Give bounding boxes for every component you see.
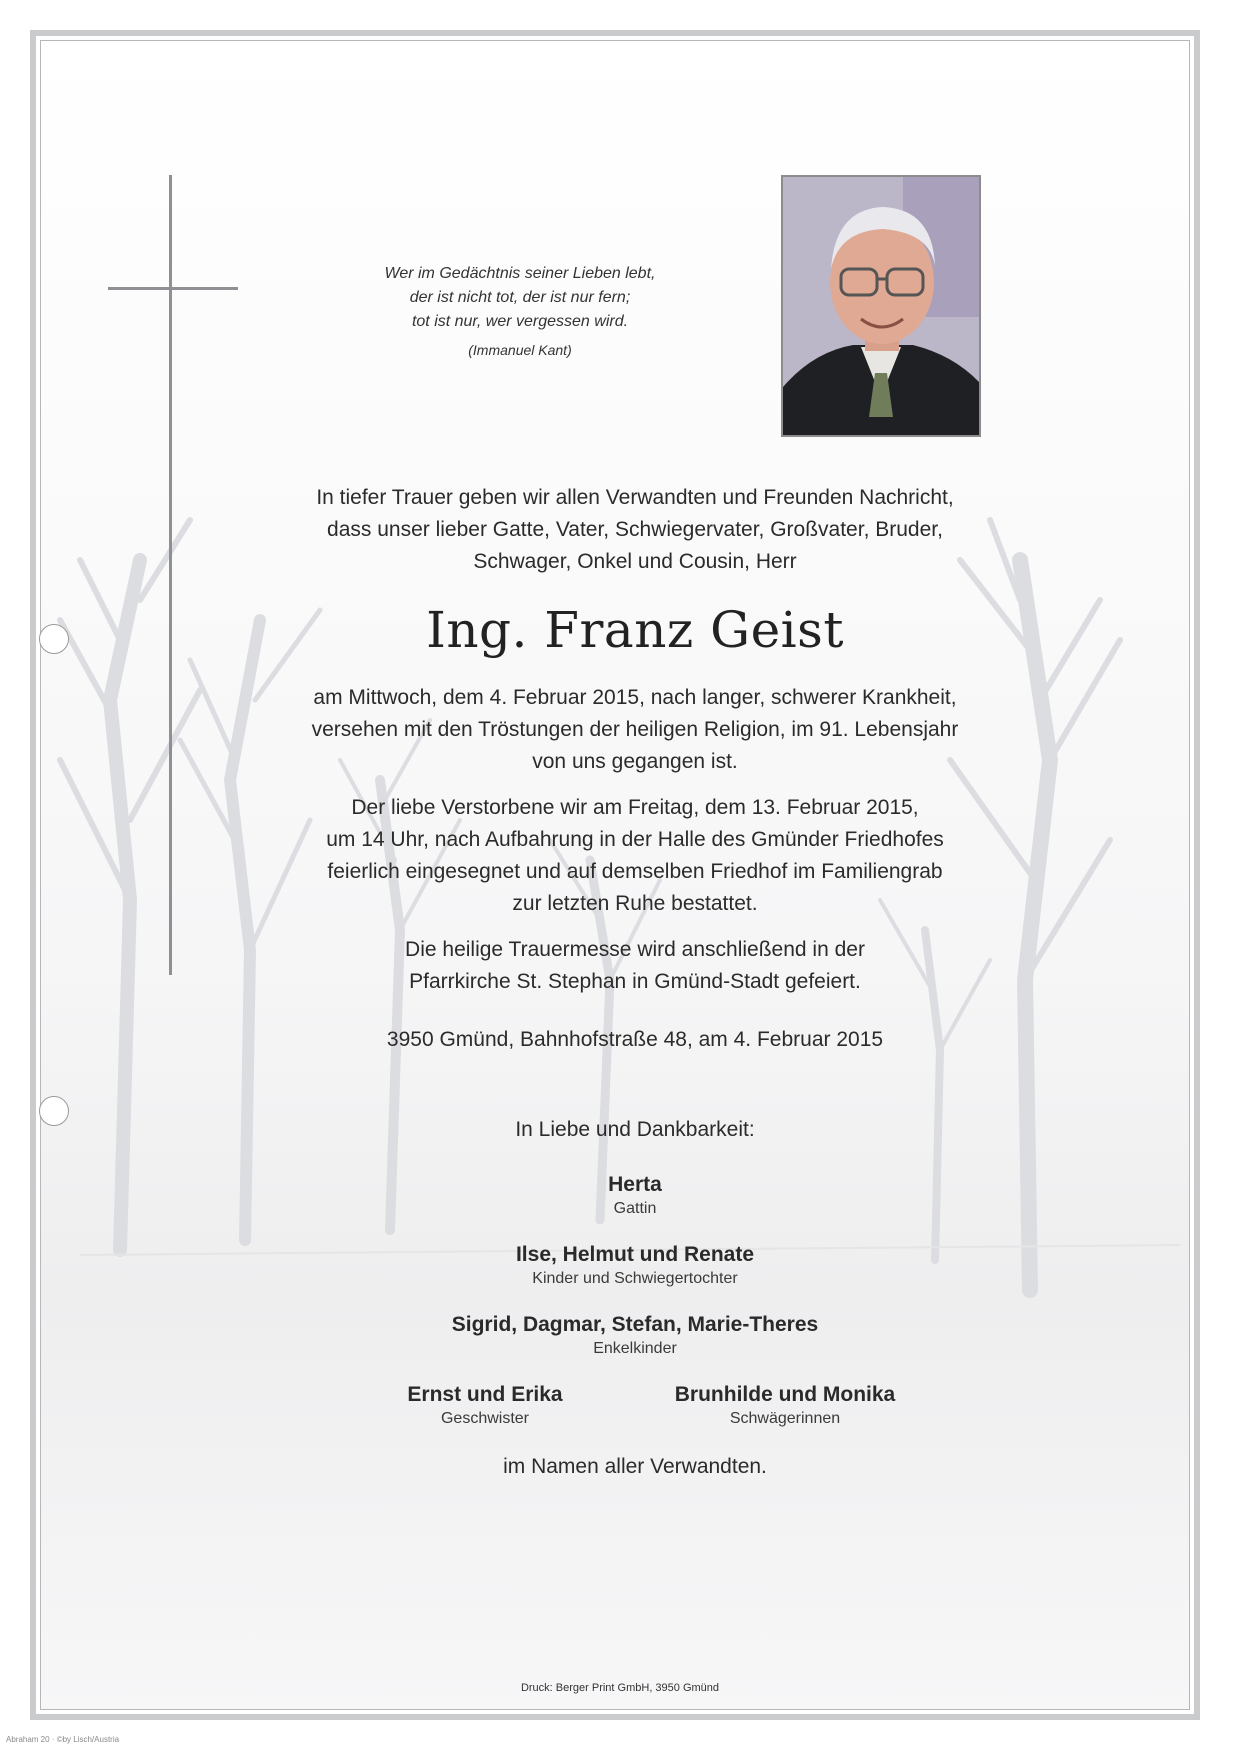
cross-vertical-bar	[169, 175, 172, 975]
mourner-name: Ilse, Helmut und Renate	[515, 1243, 755, 1266]
mourner-name: Brunhilde und Monika	[674, 1383, 896, 1406]
intro-paragraph	[200, 482, 1070, 578]
mourner-name: Herta	[608, 1173, 662, 1196]
funeral-line: um 14 Uhr, nach Aufbahrung in der Halle des Gmünder Friedhofes	[326, 828, 944, 851]
punch-hole-bottom	[39, 1096, 69, 1126]
mourner-sisters-in-law	[655, 1382, 915, 1430]
quote-line: tot ist nur, wer vergessen wird.	[411, 313, 629, 330]
intro-line: In tiefer Trauer geben wir allen Verwandten und Freunden Nachricht,	[316, 486, 954, 509]
funeral-line: feierlich eingesegnet und auf demselben Friedhof im Familiengrab	[327, 860, 943, 883]
mass-line: Pfarrkirche St. Stephan in Gmünd-Stadt gefeiert.	[409, 970, 861, 993]
closing-line: im Namen aller Verwandten.	[503, 1455, 767, 1478]
mourner-role: Gattin	[613, 1200, 657, 1217]
printer-credit: Druck: Berger Print GmbH, 3950 Gmünd	[520, 1682, 720, 1694]
dedication: In Liebe und Dankbarkeit:	[515, 1118, 755, 1141]
intro-line: Schwager, Onkel und Cousin, Herr	[473, 550, 797, 573]
mourner-pair	[355, 1382, 915, 1430]
cross-horizontal-bar	[108, 287, 238, 290]
mourner-name: Sigrid, Dagmar, Stefan, Marie-Theres	[451, 1313, 819, 1336]
punch-hole-top	[39, 624, 69, 654]
portrait-photo	[781, 175, 981, 437]
mourner-role: Kinder und Schwiegertochter	[532, 1270, 738, 1287]
place-date: 3950 Gmünd, Bahnhofstraße 48, am 4. Februar 2015	[386, 1028, 884, 1051]
death-paragraph	[200, 682, 1070, 778]
mourner-role: Geschwister	[440, 1410, 530, 1427]
mourner-children	[200, 1242, 1070, 1290]
mourner-role: Enkelkinder	[593, 1340, 677, 1357]
quote-line: Wer im Gedächtnis seiner Lieben lebt,	[384, 265, 656, 282]
funeral-line: Der liebe Verstorbene wir am Freitag, dem 13. Februar 2015,	[351, 796, 919, 819]
mass-paragraph	[200, 934, 1070, 998]
deceased-name: Ing. Franz Geist	[426, 601, 844, 659]
quote-line: der ist nicht tot, der ist nur fern;	[409, 289, 631, 306]
mourner-siblings	[355, 1382, 615, 1430]
mourner-role: Schwägerinnen	[729, 1410, 841, 1427]
mourner-name: Ernst und Erika	[407, 1383, 563, 1406]
quote-author: (Immanuel Kant)	[468, 342, 572, 358]
funeral-paragraph	[200, 792, 1070, 920]
notice-body	[200, 482, 1070, 1482]
memorial-quote	[320, 262, 720, 362]
mourner-grandchildren	[200, 1312, 1070, 1360]
funeral-line: zur letzten Ruhe bestattet.	[512, 892, 758, 915]
death-line: am Mittwoch, dem 4. Februar 2015, nach langer, schwerer Krankheit,	[313, 686, 957, 709]
mourner-herta	[200, 1172, 1070, 1220]
intro-line: dass unser lieber Gatte, Vater, Schwiegervater, Großvater, Bruder,	[327, 518, 943, 541]
template-code: Abraham 20 · ©by Lisch/Austria	[6, 1735, 120, 1744]
death-line: versehen mit den Tröstungen der heiligen Religion, im 91. Lebensjahr	[311, 718, 959, 741]
mass-line: Die heilige Trauermesse wird anschließend in der	[405, 938, 865, 961]
portrait-image	[783, 177, 979, 435]
death-line: von uns gegangen ist.	[532, 750, 738, 773]
